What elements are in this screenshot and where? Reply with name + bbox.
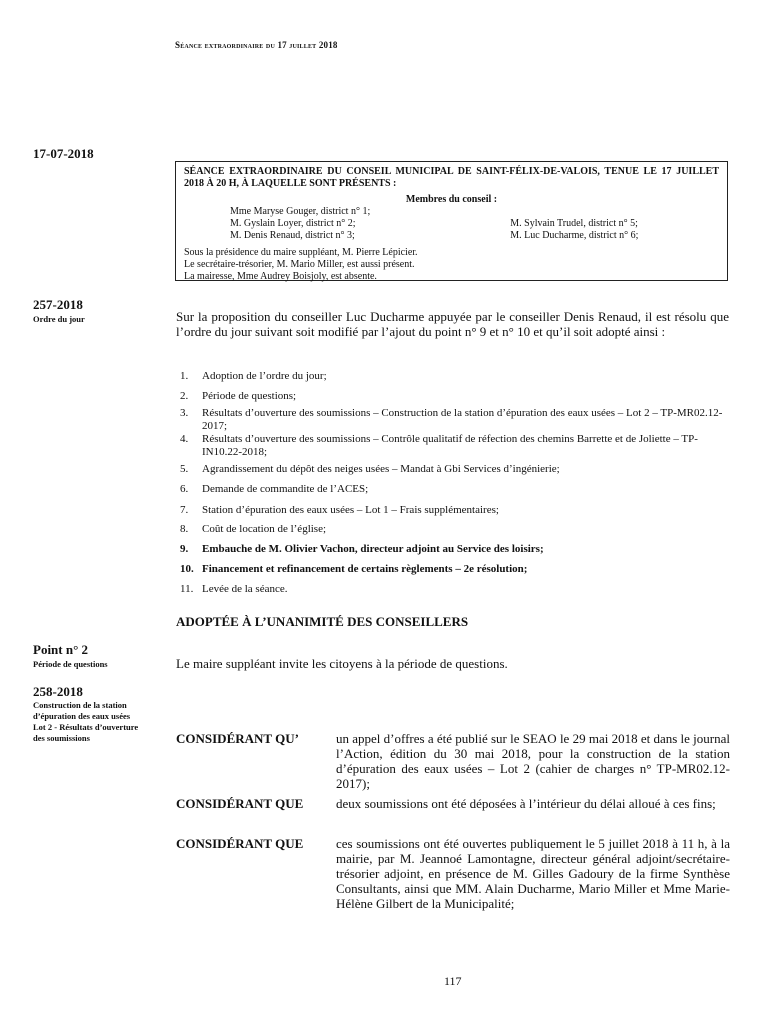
agenda-item-number: 6. (180, 483, 189, 495)
considerant-label: CONSIDÉRANT QU’ (176, 731, 299, 746)
page-number: 117 (444, 974, 462, 988)
considerant-label: CONSIDÉRANT QUE (176, 796, 304, 811)
resolution-258-title-line: des soumissions (33, 733, 90, 743)
agenda-item (180, 523, 730, 536)
agenda-item-text: Station d’épuration des eaux usées – Lot 1 – Frais supplémentaires; (202, 504, 499, 516)
running-header (175, 40, 338, 50)
resolution-257-title: Ordre du jour (33, 314, 85, 324)
considerant-label: CONSIDÉRANT QUE (176, 836, 304, 851)
agenda-item (180, 504, 730, 517)
considerant-text: ces soumissions ont été ouvertes publiquement le 5 juillet 2018 à 11 h, à la mairie, par M. Jeannoé Lamontagne, directeur général adjoint/secrétaire-trésorier adjoint, en présence de M. Gilles Gadoury de la firme Synthèse Consultants, ainsi que MM. Alain Ducharme, Mario Miller et Mme Marie-Hélène Gilbert de la Municipalité; (336, 836, 730, 911)
members-table (230, 206, 638, 242)
absence-note: La mairesse, Mme Audrey Boisjoly, est absente. (184, 271, 377, 282)
agenda-item-number: 5. (180, 463, 189, 475)
agenda-item-number: 2. (180, 390, 189, 402)
resolution-258-title-line: Construction de la station (33, 700, 127, 710)
agenda-item-text: Embauche de M. Olivier Vachon, directeur adjoint au Service des loisirs; (202, 543, 544, 555)
attendance-box (175, 161, 728, 281)
agenda-item-number: 4. (180, 433, 189, 445)
resolution-258-title-line: Lot 2 - Résultats d’ouverture (33, 722, 139, 732)
resolution-258-title (33, 700, 178, 744)
agenda-item-text: Levée de la séance. (202, 583, 288, 595)
agenda-item (180, 563, 730, 576)
resolution-258-title-line: d’épuration des eaux usées (33, 711, 131, 721)
session-title: SÉANCE EXTRAORDINAIRE DU CONSEIL MUNICIPAL DE SAINT-FÉLIX-DE-VALOIS, TENUE LE 17 JUILLET 2018 À 20 H, À LAQUELLE SONT PRÉSENTS : (184, 166, 719, 189)
agenda-item (180, 390, 730, 403)
agenda-item-text: Financement et refinancement de certains règlements – 2e résolution; (202, 563, 528, 575)
agenda-item-number: 7. (180, 504, 189, 516)
members-heading: Membres du conseil : (405, 194, 498, 205)
agenda-item-number: 3. (180, 407, 189, 419)
member-entry: M. Denis Renaud, district n° 3; (230, 230, 355, 241)
agenda-item (180, 543, 730, 556)
agenda-item-text: Adoption de l’ordre du jour; (202, 370, 327, 382)
considerant-text: deux soumissions ont été déposées à l’intérieur du délai alloué à ces fins; (336, 796, 716, 811)
resolution-257-number: 257-2018 (33, 297, 83, 312)
presidence-note: Sous la présidence du maire suppléant, M. Pierre Lépicier. (184, 247, 418, 258)
agenda-item (180, 583, 730, 596)
member-entry: M. Luc Ducharme, district n° 6; (510, 230, 639, 241)
agenda-item (180, 463, 730, 476)
agenda-item-number: 9. (180, 543, 189, 555)
point-2-text: Le maire suppléant invite les citoyens à la période de questions. (176, 656, 508, 671)
session-date: 17-07-2018 (33, 146, 94, 161)
agenda-item (180, 433, 730, 459)
point-2-title: Période de questions (33, 659, 108, 669)
agenda-item-text: Résultats d’ouverture des soumissions – Contrôle qualitatif de réfection des chemins Barrette et de Joliette – TP-IN10.22-2018; (202, 433, 698, 458)
agenda-item-number: 8. (180, 523, 189, 535)
adoption-statement: ADOPTÉE À L’UNANIMITÉ DES CONSEILLERS (176, 614, 469, 629)
agenda-item-text: Demande de commandite de l’ACES; (202, 483, 369, 495)
agenda-item-text: Période de questions; (202, 390, 297, 402)
considerant-text: un appel d’offres a été publié sur le SEAO le 29 mai 2018 et dans le journal l’Action, édition du 30 mai 2018, pour la construction de la station d’épuration des eaux usées – Lot 2 (cahier de charges n° TP-MR02.12-2017); (336, 731, 730, 791)
running-header-text: éance extraordinaire du 17 juillet 2018 (180, 40, 338, 50)
agenda-item-text: Résultats d’ouverture des soumissions – Construction de la station d’épuration des eaux usées – Lot 2 – TP-MR02.12-2017; (202, 407, 723, 432)
agenda-item-text: Agrandissement du dépôt des neiges usées – Mandat à Gbi Services d’ingénierie; (202, 463, 560, 475)
agenda-item (180, 407, 730, 433)
running-header-initial: S (175, 40, 181, 50)
agenda-item (180, 370, 730, 383)
member-entry (370, 206, 638, 218)
resolution-257-intro: Sur la proposition du conseiller Luc Ducharme appuyée par le conseiller Denis Renaud, il est résolu que l’ordre du jour suivant soit modifié par l’ajout du point n° 9 et n° 10 et qu’il soit adopté ainsi : (176, 309, 729, 339)
secretary-note: Le secrétaire-trésorier, M. Mario Miller, est aussi présent. (184, 259, 415, 270)
resolution-258-number: 258-2018 (33, 684, 83, 699)
agenda-item-number: 1. (180, 370, 189, 382)
agenda-item-number: 10. (180, 563, 194, 575)
member-entry: M. Sylvain Trudel, district n° 5; (510, 218, 638, 229)
member-entry: Mme Maryse Gouger, district n° 1; (230, 206, 371, 217)
agenda-item-text: Coût de location de l’église; (202, 523, 327, 535)
agenda-item-number: 11. (180, 583, 194, 595)
point-2-number: Point n° 2 (33, 642, 89, 657)
agenda-item (180, 483, 730, 496)
member-entry: M. Gyslain Loyer, district n° 2; (230, 218, 356, 229)
